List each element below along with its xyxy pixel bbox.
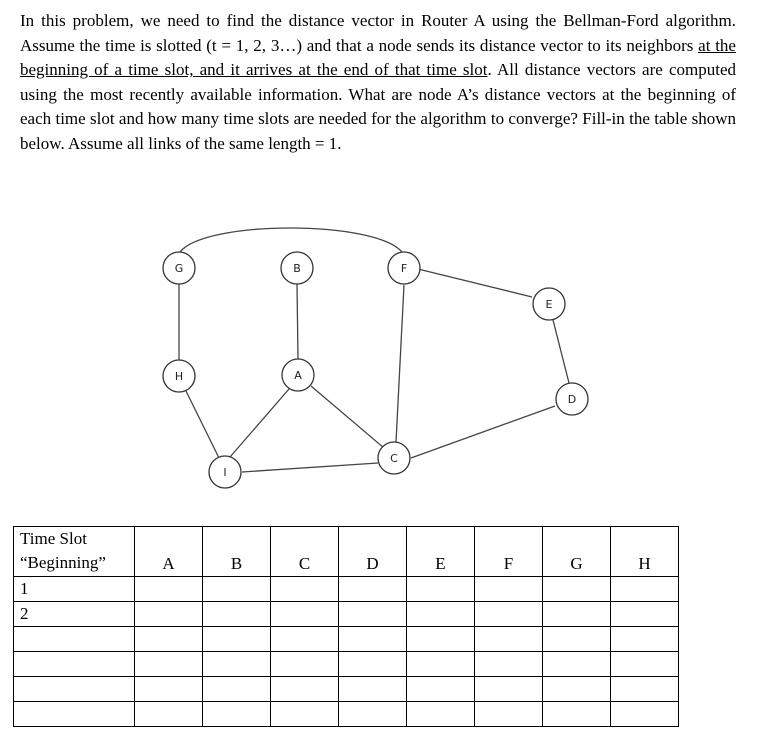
- node-label-i: I: [223, 466, 227, 479]
- column-header-d: D: [339, 527, 407, 577]
- table-cell[interactable]: [611, 677, 679, 702]
- table-cell[interactable]: [339, 702, 407, 727]
- table-cell[interactable]: [543, 577, 611, 602]
- table-cell[interactable]: [271, 577, 339, 602]
- table-row: [14, 702, 679, 727]
- table-cell[interactable]: [407, 702, 475, 727]
- table-row: [14, 652, 679, 677]
- node-label-h: H: [174, 370, 184, 383]
- row-label-6: [14, 702, 135, 727]
- table-cell[interactable]: [611, 602, 679, 627]
- table-cell[interactable]: [475, 577, 543, 602]
- table-cell[interactable]: [611, 702, 679, 727]
- table-cell[interactable]: [475, 602, 543, 627]
- table-cell[interactable]: [339, 627, 407, 652]
- node-label-e: E: [545, 298, 553, 311]
- table-cell[interactable]: [203, 677, 271, 702]
- table-cell[interactable]: [407, 627, 475, 652]
- table-cell[interactable]: [475, 652, 543, 677]
- table-cell[interactable]: [475, 677, 543, 702]
- table-row: [14, 577, 679, 602]
- node-label-c: C: [390, 452, 398, 465]
- table-cell[interactable]: [135, 677, 203, 702]
- table-cell[interactable]: [271, 652, 339, 677]
- row-label-3: [14, 627, 135, 652]
- table-cell[interactable]: [543, 652, 611, 677]
- header-line2: “Beginning”: [20, 553, 106, 572]
- row-label-5: [14, 677, 135, 702]
- table-cell[interactable]: [611, 627, 679, 652]
- table-cell[interactable]: [203, 602, 271, 627]
- column-header-g: G: [543, 527, 611, 577]
- column-header-a: A: [135, 527, 203, 577]
- table-cell[interactable]: [135, 702, 203, 727]
- table-cell[interactable]: [339, 677, 407, 702]
- table-cell[interactable]: [203, 652, 271, 677]
- column-header-f: F: [475, 527, 543, 577]
- column-header-e: E: [407, 527, 475, 577]
- table-cell[interactable]: [407, 602, 475, 627]
- table-cell[interactable]: [135, 602, 203, 627]
- node-label-f: F: [400, 262, 408, 275]
- node-label-g: G: [174, 262, 184, 275]
- distance-vector-table: [13, 526, 679, 727]
- table-cell[interactable]: [339, 577, 407, 602]
- table-cell[interactable]: [203, 627, 271, 652]
- table-row: [14, 602, 679, 627]
- problem-text-underlined: at the beginning of a time slot, and it arrives at the end of that time slot: [20, 35, 736, 80]
- edge-e-d: [553, 320, 569, 383]
- edge-b-a: [297, 284, 298, 359]
- table-cell[interactable]: [135, 627, 203, 652]
- row-label-4: [14, 652, 135, 677]
- table-cell[interactable]: [271, 602, 339, 627]
- edge-g-f: [180, 228, 402, 252]
- edge-a-c: [311, 386, 384, 448]
- edge-i-c: [242, 463, 378, 472]
- edge-f-e: [418, 269, 532, 297]
- table-cell[interactable]: [543, 602, 611, 627]
- table-cell[interactable]: [543, 677, 611, 702]
- problem-text-part2: . All distance vectors are computed using the most recently available information. What are node A’s distance vectors at the beginning of each time slot and how many time slots are needed for the algorithm to converge? Fill-in the table shown below. Assume all links of the same length = 1.: [20, 60, 736, 153]
- table-cell[interactable]: [339, 652, 407, 677]
- table-header-row: [14, 527, 679, 577]
- table-cell[interactable]: [475, 627, 543, 652]
- table-cell[interactable]: [135, 577, 203, 602]
- table-cell[interactable]: [611, 652, 679, 677]
- table-cell[interactable]: [135, 652, 203, 677]
- table-row: [14, 627, 679, 652]
- table-cell[interactable]: [203, 702, 271, 727]
- table-cell[interactable]: [407, 577, 475, 602]
- edge-f-c: [396, 285, 404, 442]
- table-cell[interactable]: [543, 702, 611, 727]
- problem-text-part1: In this problem, we need to find the distance vector in Router A using the Bellman-Ford algorithm. Assume the time is slotted (t = 1, 2, 3…) and that a node sends its distance vector to its neighbors: [20, 11, 736, 55]
- edge-h-i: [186, 391, 219, 458]
- column-header-b: B: [203, 527, 271, 577]
- header-line1: Time Slot: [20, 529, 87, 548]
- table-cell[interactable]: [611, 577, 679, 602]
- node-label-a: A: [294, 369, 302, 382]
- table-cell[interactable]: [543, 627, 611, 652]
- table-cell[interactable]: [475, 702, 543, 727]
- table-cell[interactable]: [339, 602, 407, 627]
- table-cell[interactable]: [203, 577, 271, 602]
- row-label-2: 2: [14, 602, 135, 627]
- edge-c-d: [411, 406, 555, 458]
- table-cell[interactable]: [407, 652, 475, 677]
- table-cell[interactable]: [407, 677, 475, 702]
- node-label-d: D: [567, 393, 577, 406]
- table-cell[interactable]: [271, 677, 339, 702]
- column-header-c: C: [271, 527, 339, 577]
- column-header-h: H: [611, 527, 679, 577]
- time-slot-header: [14, 527, 135, 577]
- row-label-1: 1: [14, 577, 135, 602]
- table-cell[interactable]: [271, 702, 339, 727]
- edge-a-i: [230, 389, 289, 457]
- node-label-b: B: [293, 262, 301, 275]
- table-cell[interactable]: [271, 627, 339, 652]
- table-row: [14, 677, 679, 702]
